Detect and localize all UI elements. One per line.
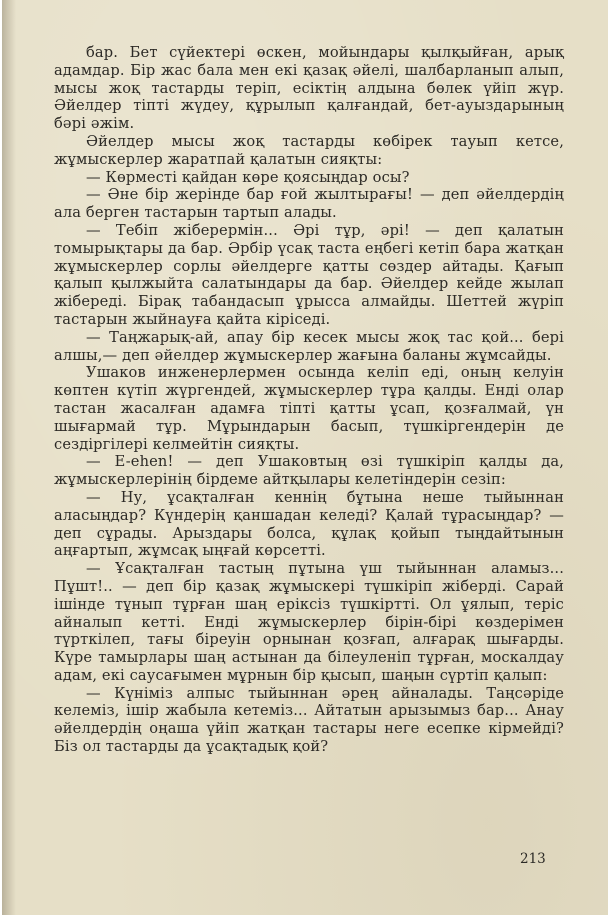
paragraph: — Әне бір жерінде бар ғой жылтырағы! — деп әйелдердің ала берген тастарын тартып алады.	[54, 186, 564, 222]
paragraph: Ушаков инженерлермен осында келіп еді, оның келуін көптен күтіп жүргендей, жұмыскерлер тұра қалды. Енді олар тастан жасалған адамға тіпті қатты ұсап, қозғалмай, үн шығармай тұр. Мұрындарын басып, түшкіргендерін де сездіргілері келмейтін сияқты.	[54, 364, 564, 453]
paragraph: — Күніміз алпыс тыйыннан әрең айналады. Таңсәріде келеміз, ішір жабыла кетеміз... Айтатын арызымыз бар... Анау әйелдердің оңаша үйіп жатқан тастары неге есепке кірмейді? Біз ол тастарды да ұсақтадық қой?	[54, 684, 564, 756]
paragraph: — E-ehen! — деп Ушаковтың өзі түшкіріп қалды да, жұмыскерлерінің бірдеме айтқылары келетіндерін сезіп:	[54, 453, 564, 489]
paragraph: — Ну, ұсақталған кеннің бұтына неше тыйыннан аласыңдар? Күндерің қаншадан келеді? Қалай тұрасыңдар? — деп сұрады. Арыздары болса, құлақ қойып тыңдайтынын аңғартып, жұмсақ ыңғай көрсетті.	[54, 488, 564, 560]
page-number: 213	[520, 851, 546, 867]
body-text	[54, 44, 564, 756]
paragraph: Әйелдер мысы жоқ тастарды көбірек тауып кетсе, жұмыскерлер жаратпай қалатын сияқты:	[54, 132, 564, 168]
paragraph: — Таңжарық-ай, апау бір кесек мысы жоқ тас қой... бері алшы,— деп әйелдер жұмыскерлер жағына баланы жұмсайды.	[54, 328, 564, 364]
paragraph: — Көрместі қайдан көре қоясыңдар осы?	[86, 168, 410, 186]
paragraph: бар. Бет сүйектері өскен, мойындары қылқыйған, арық адамдар. Бір жас бала мен екі қазақ әйелі, шалбарланып алып, мысы жоқ тастарды теріп, есіктің алдына бөлек үйіп жүр. Әйелдер тіпті жүдеу, құрылып қалғандай, бет-ауыздарының бәрі әжім.	[54, 44, 564, 133]
paragraph: — Ұсақталған тастың пұтына үш тыйыннан аламыз... Пұшт!.. — деп бір қазақ жұмыскері түшкіріп жіберді. Сарай ішінде тұнып тұрған шаң еріксіз түшкіртті. Ол ұялып, теріс айналып кетті. Енді жұмыскерлер бірін-бірі көздерімен түрткілеп, тағы біреуін орнынан қозғап, алғарақ шығарды. Күре тамырлары шаң астынан да білеуленіп тұрған, москалдау адам, екі саусағымен мұрнын бір қысып, шаңын сүртіп қалып:	[54, 560, 564, 684]
paragraph: — Тебіп жіберермін... Әрі тұр, әрі! — деп қалатын томырықтары да бар. Әрбір үсақ таста еңбегі кетіп бара жатқан жұмыскерлер сорлы әйелдерге қатты сөздер айтады. Қағып қалып қылжыйта салатындары да бар. Әйелдер кейде жылап жібереді. Бірақ табандасып ұрысса алмайды. Шеттей жүріп тастарын жыйнауға қайта кіріседі.	[54, 221, 564, 328]
book-page	[2, 0, 608, 915]
spine-shadow	[2, 0, 16, 915]
